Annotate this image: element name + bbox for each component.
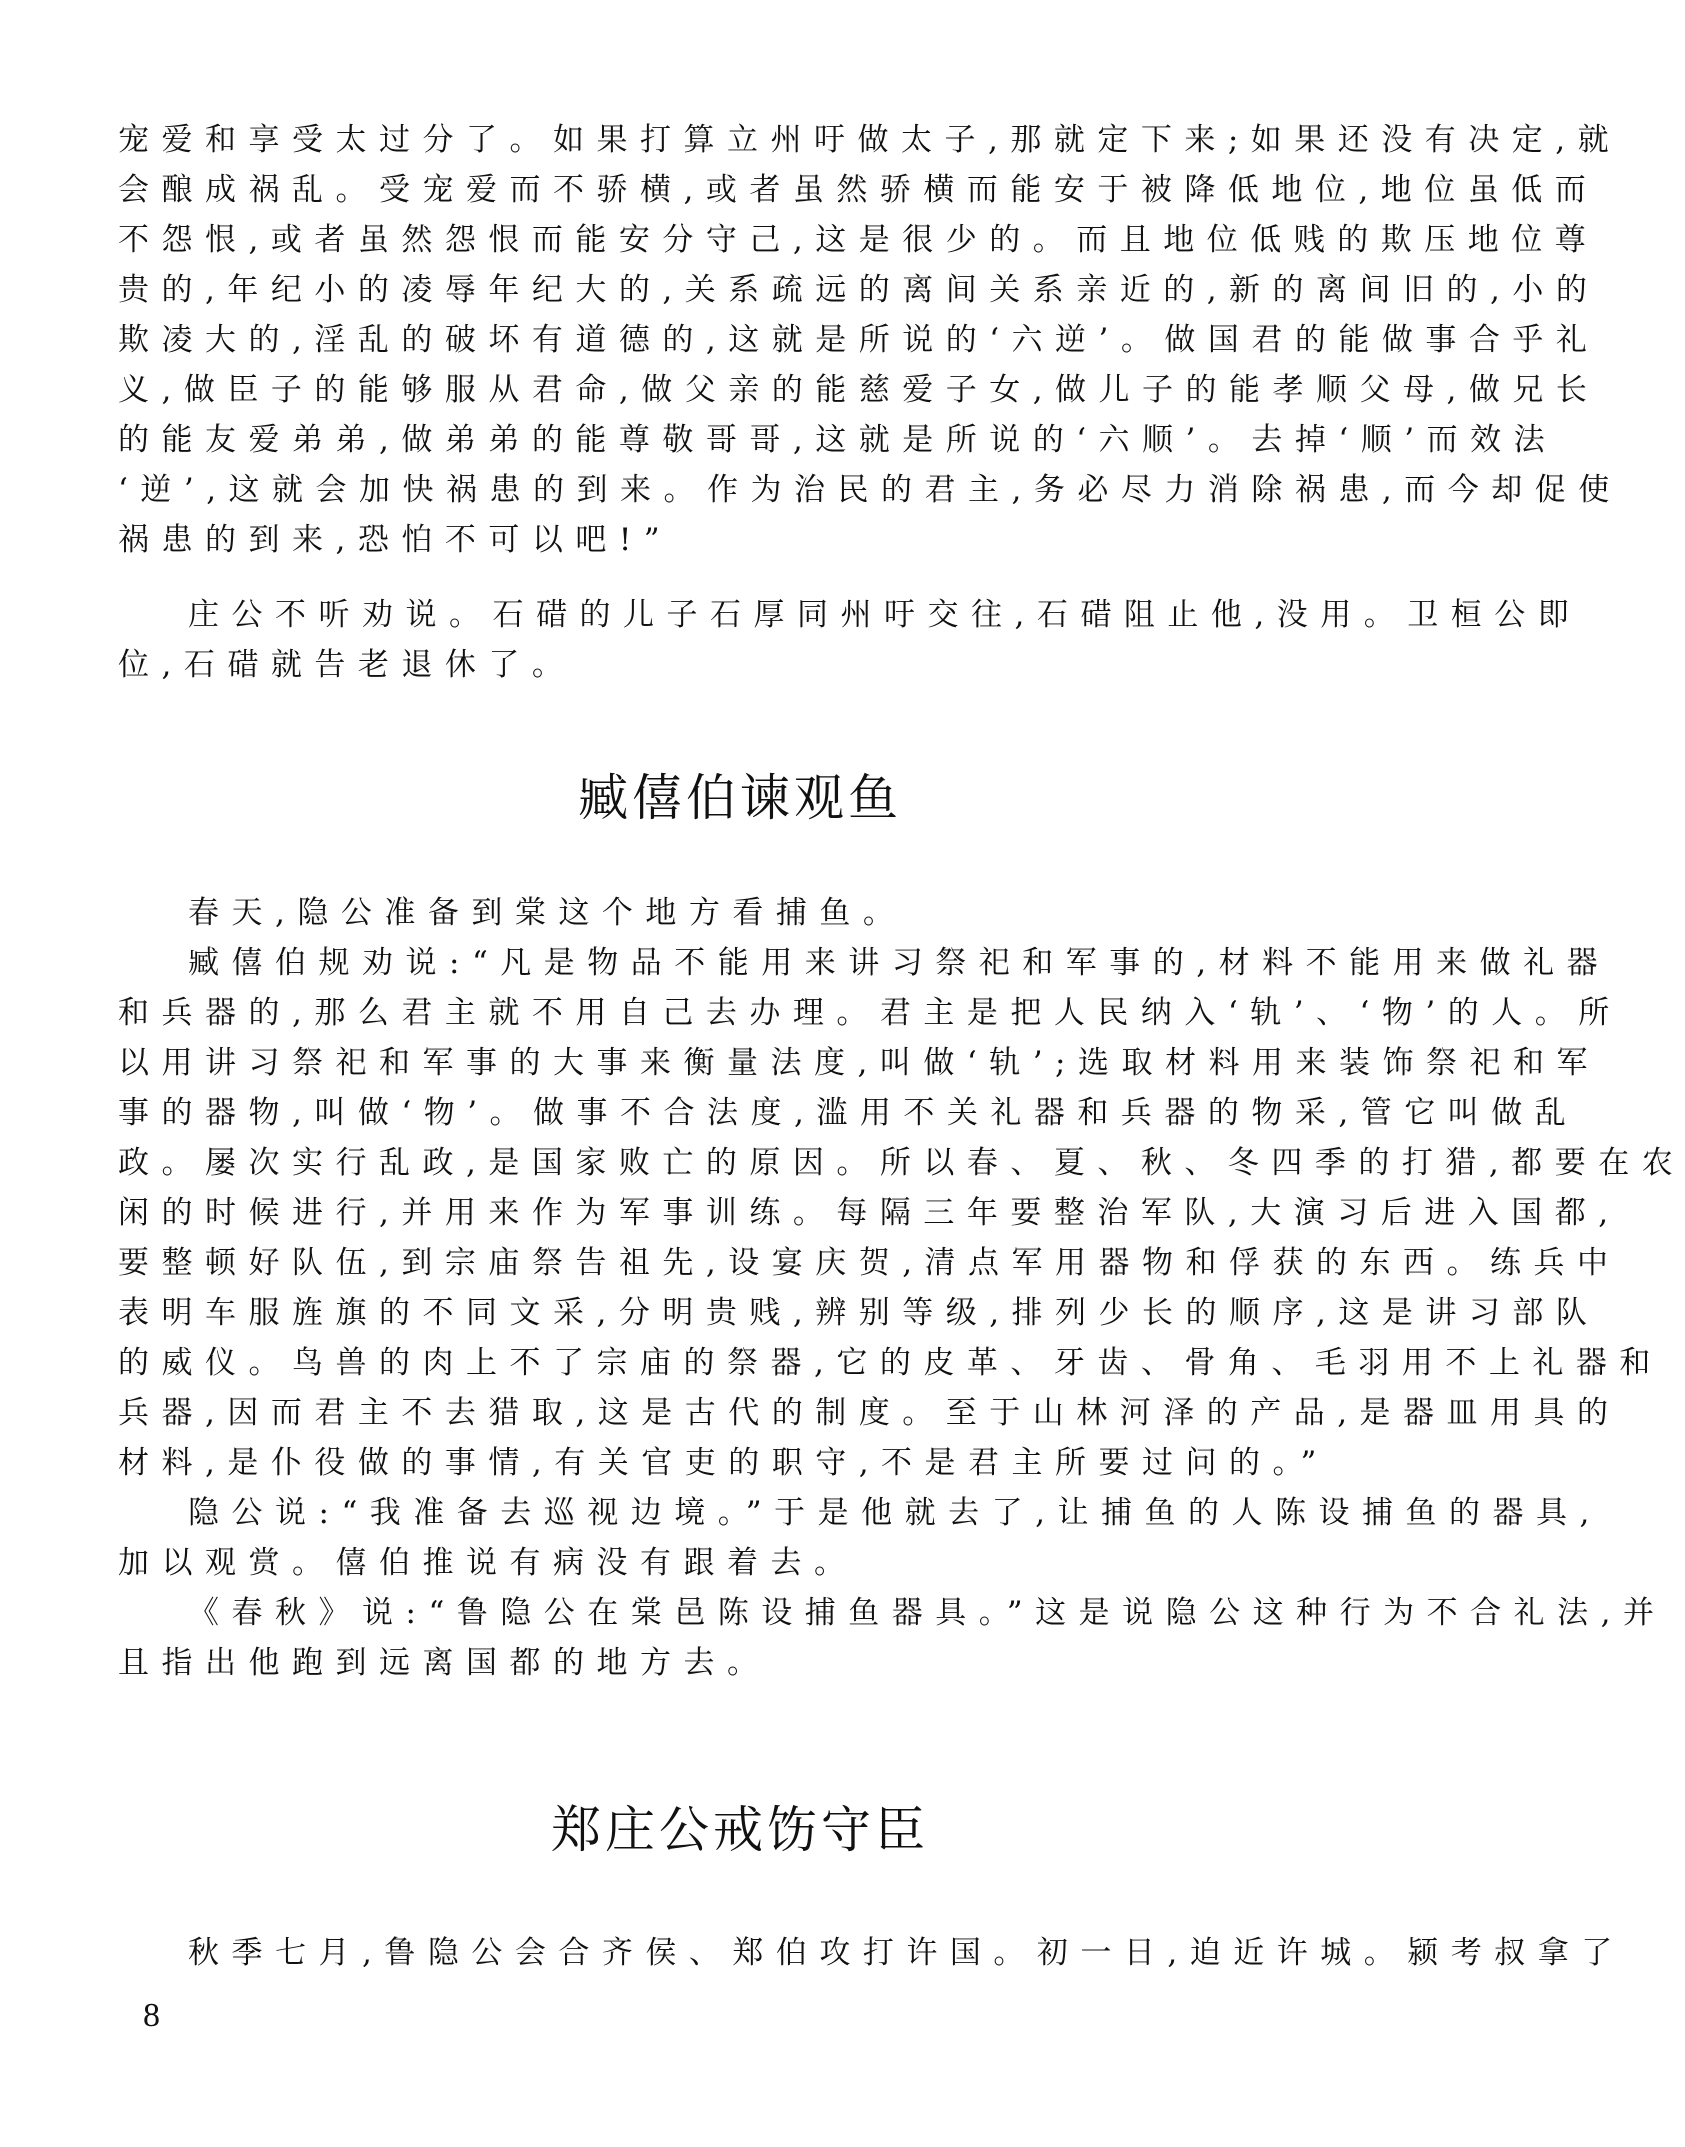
text-line: 庄公不听劝说。石碏的儿子石厚同州吁交往,石碏阻止他,没用。卫桓公即 xyxy=(188,597,1582,633)
section-body xyxy=(118,1928,1625,1978)
text-line: 隐公说:“我准备去巡视边境。”于是他就去了,让捕鱼的人陈设捕鱼的器具, xyxy=(188,1495,1602,1531)
text-line: 加以观赏。僖伯推说有病没有跟着去。 xyxy=(118,1545,858,1581)
text-line: 的威仪。鸟兽的肉上不了宗庙的祭器,它的皮革、牙齿、骨角、毛羽用不上礼器和 xyxy=(118,1345,1663,1381)
text-line: 以用讲习祭祀和军事的大事来衡量法度,叫做‘轨’;选取材料用来装饰祭祀和军 xyxy=(118,1045,1601,1081)
text-line: 且指出他跑到远离国都的地方去。 xyxy=(118,1645,771,1681)
text-line: 位,石碏就告老退休了。 xyxy=(118,647,576,683)
text-line: 欺凌大的,淫乱的破坏有道德的,这就是所说的‘六逆’。做国君的能做事合乎礼 xyxy=(118,322,1600,358)
page-number: 8 xyxy=(143,1997,160,2034)
text-line: 的能友爱弟弟,做弟弟的能尊敬哥哥,这就是所说的‘六顺’。去掉‘顺’而效法 xyxy=(118,422,1558,458)
text-line: 春天,隐公准备到棠这个地方看捕鱼。 xyxy=(188,895,907,931)
text-line: 和兵器的,那么君主就不用自己去办理。君主是把人民纳入‘轨’、‘物’的人。所 xyxy=(118,995,1622,1031)
text-line: 贵的,年纪小的凌辱年纪大的,关系疏远的离间关系亲近的,新的离间旧的,小的 xyxy=(118,272,1600,308)
continued-paragraph xyxy=(118,115,1622,565)
text-line: 宠爱和享受太过分了。如果打算立州吁做太子,那就定下来;如果还没有决定,就 xyxy=(118,122,1622,158)
text-line: 秋季七月,鲁隐公会合齐侯、郑伯攻打许国。初一日,迫近许城。颍考叔拿了 xyxy=(188,1935,1625,1971)
text-line: 要整顿好队伍,到宗庙祭告祖先,设宴庆贺,清点军用器物和俘获的东西。练兵中 xyxy=(118,1245,1621,1281)
text-line: 兵器,因而君主不去猎取,这是古代的制度。至于山林河泽的产品,是器皿用具的 xyxy=(118,1395,1621,1431)
text-line: 不怨恨,或者虽然怨恨而能安分守己,这是很少的。而且地位低贱的欺压地位尊 xyxy=(118,222,1599,258)
text-line: ‘逆’,这就会加快祸患的到来。作为治民的君主,务必尽力消除祸患,而今却促使 xyxy=(118,472,1622,508)
text-line: 材料,是仆役做的事情,有关官吏的职守,不是君主所要过问的。” xyxy=(118,1445,1329,1481)
text-line: 祸患的到来,恐怕不可以吧!” xyxy=(118,522,673,558)
section-body xyxy=(118,888,1685,1688)
section-title: 臧僖伯谏观鱼 xyxy=(578,769,902,827)
text-line: 闲的时候进行,并用来作为军事训练。每隔三年要整治军队,大演习后进入国都, xyxy=(118,1195,1621,1231)
text-line: 臧僖伯规劝说:“凡是物品不能用来讲习祭祀和军事的,材料不能用来做礼器 xyxy=(188,945,1611,981)
text-line: 表明车服旌旗的不同文采,分明贵贱,辨别等级,排列少长的顺序,这是讲习部队 xyxy=(118,1295,1600,1331)
text-line: 《春秋》说:“鲁隐公在棠邑陈设捕鱼器具。”这是说隐公这种行为不合礼法,并 xyxy=(188,1595,1667,1631)
text-line: 会酿成祸乱。受宠爱而不骄横,或者虽然骄横而能安于被降低地位,地位虽低而 xyxy=(118,172,1599,208)
text-line: 政。屡次实行乱政,是国家败亡的原因。所以春、夏、秋、冬四季的打猎,都要在农 xyxy=(118,1145,1685,1181)
section-title: 郑庄公戒饬守臣 xyxy=(551,1801,929,1859)
zhuanggong-paragraph xyxy=(118,590,1582,690)
text-line: 义,做臣子的能够服从君命,做父亲的能慈爱子女,做儿子的能孝顺父母,做兄长 xyxy=(118,372,1600,408)
text-line: 事的器物,叫做‘物’。做事不合法度,滥用不关礼器和兵器的物采,管它叫做乱 xyxy=(118,1095,1579,1131)
